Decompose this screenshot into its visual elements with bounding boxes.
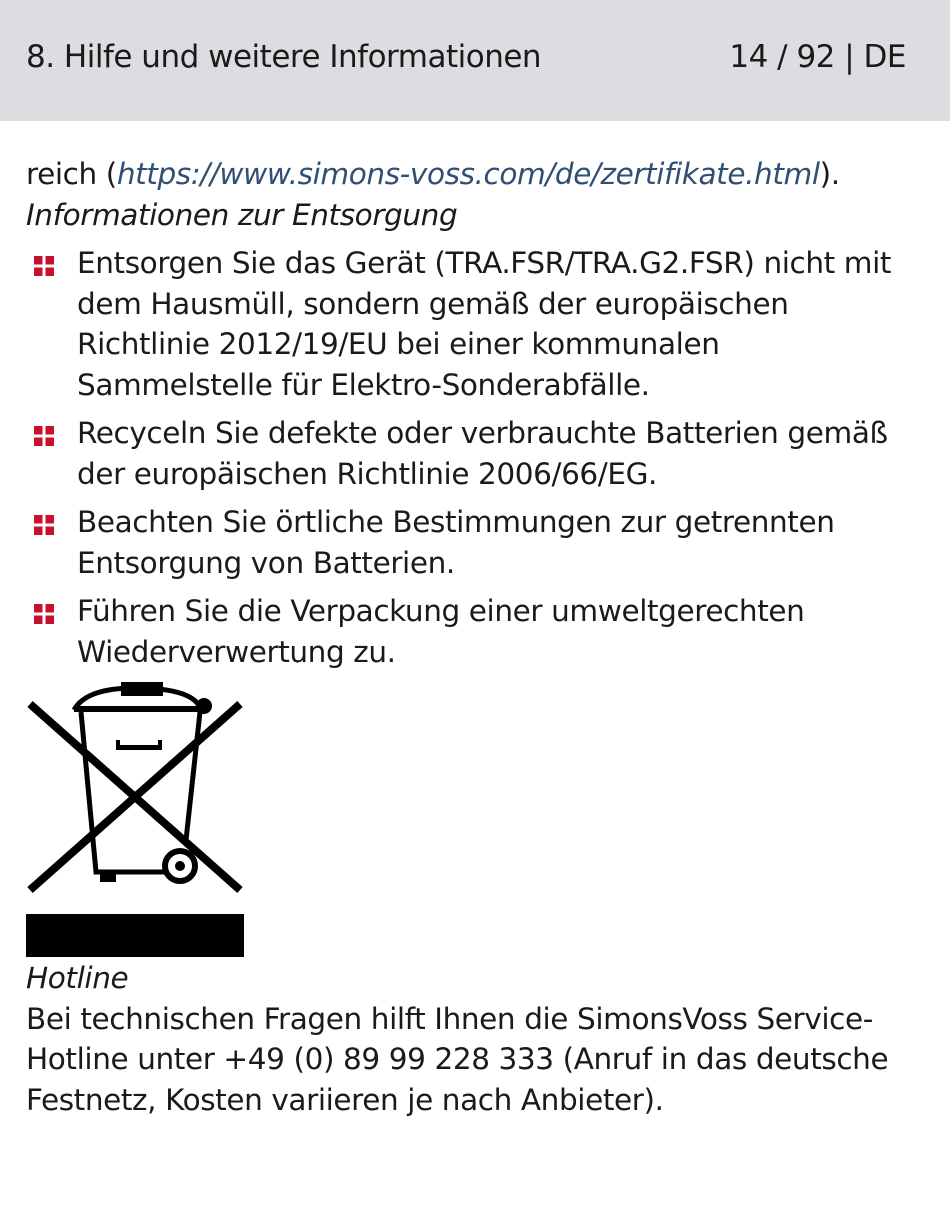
section-title: 8. Hilfe und weitere Informationen xyxy=(26,39,542,75)
bullet-icon xyxy=(34,256,54,276)
intro-prefix: reich ( xyxy=(26,157,117,191)
list-item-text: Entsorgen Sie das Gerät (TRA.FSR/TRA.G2.FSR) nicht mit dem Hausmüll, sondern gemäß der europäischen Richtlinie 2012/19/EU bei einer kommunalen Sammelstelle für Elektro-Sonderabfälle. xyxy=(77,246,892,402)
page-header xyxy=(0,0,950,121)
intro-suffix: ). xyxy=(819,157,840,191)
hotline-text: Bei technischen Fragen hilft Ihnen die SimonsVoss Service-Hotline unter +49 (0) 89 99 228 333 (Anruf in das deutsche Festnetz, Kosten variieren je nach Anbieter). xyxy=(26,1001,889,1117)
page-content xyxy=(26,154,916,1120)
hotline-heading: Hotline xyxy=(26,961,129,995)
crossed-out-wheelie-bin-icon xyxy=(26,682,244,958)
list-item xyxy=(26,502,916,583)
bullet-icon xyxy=(34,604,54,624)
disposal-list xyxy=(26,243,916,672)
list-item-text: Beachten Sie örtliche Bestimmungen zur getrennten Entsorgung von Batterien. xyxy=(77,505,835,580)
list-item-text: Recyceln Sie defekte oder verbrauchte Batterien gemäß der europäischen Richtlinie 2006/66/EG. xyxy=(77,416,888,491)
bullet-icon xyxy=(34,426,54,446)
page-number: 14 / 92 | DE xyxy=(729,39,906,75)
list-item-text: Führen Sie die Verpackung einer umweltgerechten Wiederverwertung zu. xyxy=(77,594,805,669)
certificates-link[interactable]: https://www.simons-voss.com/de/zertifikate.html xyxy=(116,157,820,191)
list-item xyxy=(26,243,916,405)
disposal-heading: Informationen zur Entsorgung xyxy=(26,197,458,232)
intro-line xyxy=(26,154,916,195)
bullet-icon xyxy=(34,515,54,535)
list-item xyxy=(26,591,916,672)
list-item xyxy=(26,413,916,494)
